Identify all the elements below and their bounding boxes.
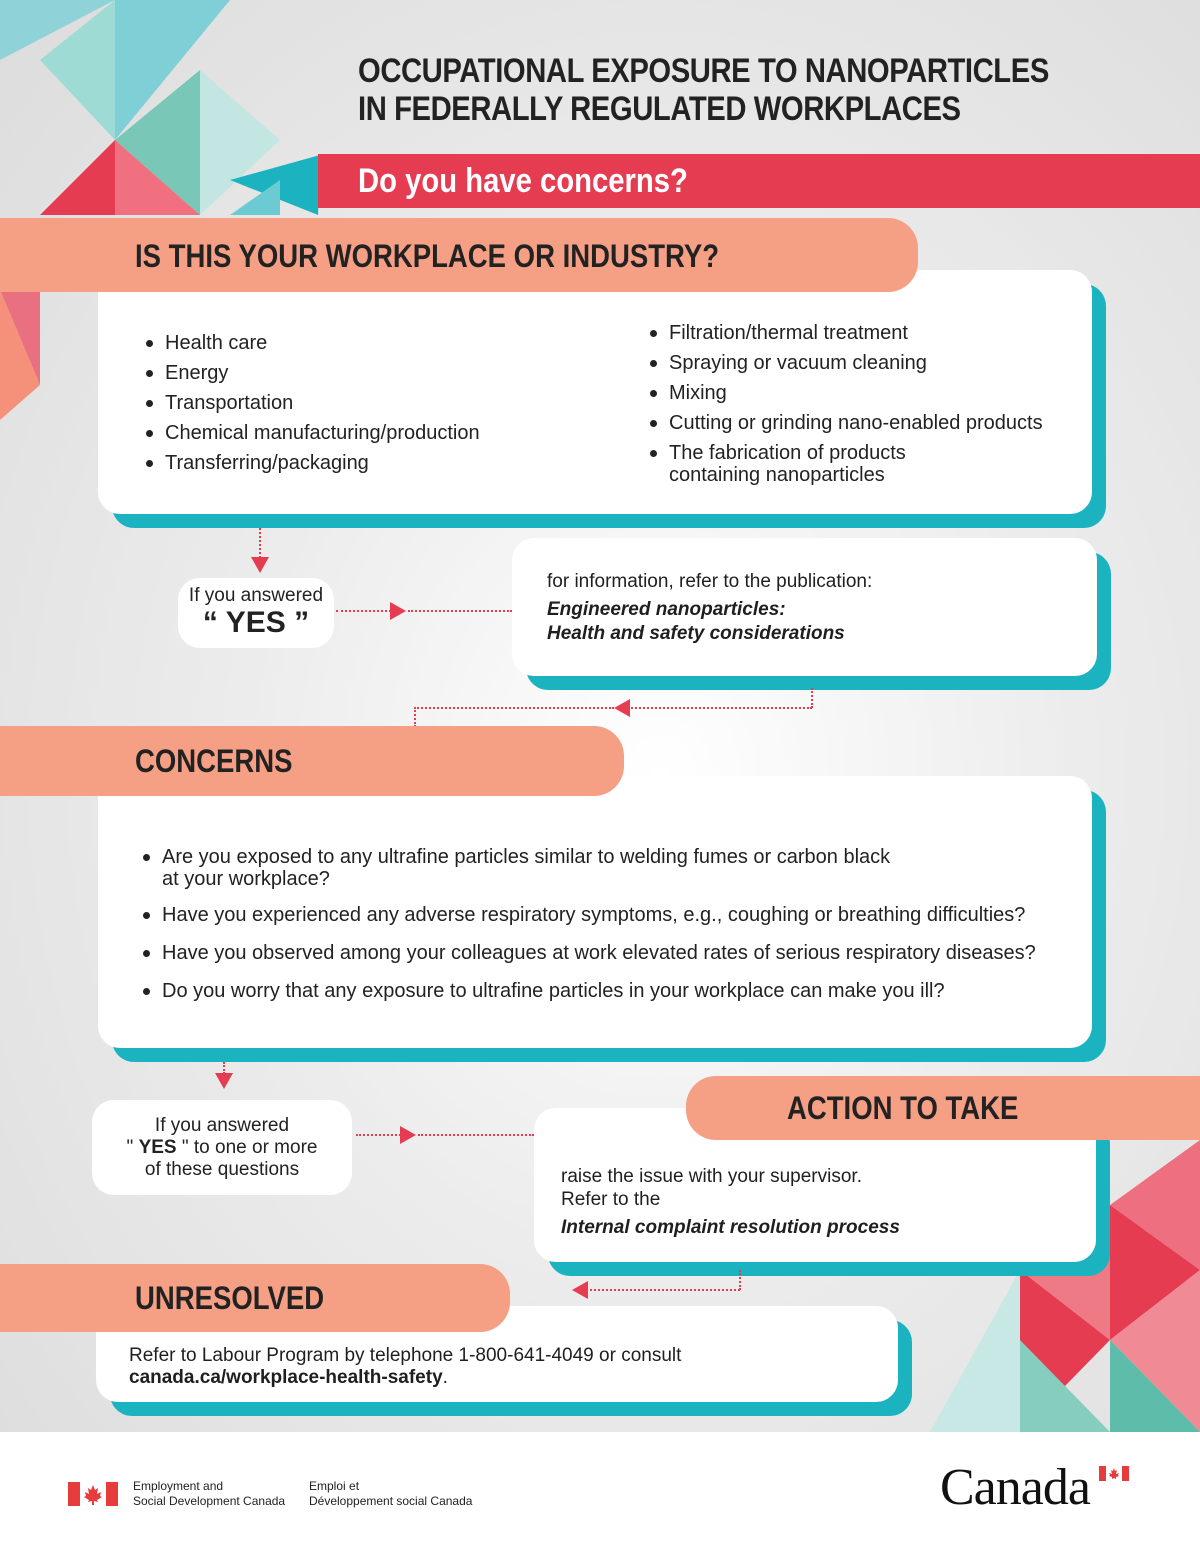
- workplace-heading-bar: [0, 218, 918, 292]
- concern-question-1-line-1: Are you exposed to any ultrafine particles similar to welding fumes or carbon black: [162, 846, 891, 868]
- concerns-list: [140, 846, 1075, 1002]
- canada-wordmark: Canada: [940, 1459, 1090, 1516]
- connector-line: [586, 1289, 740, 1291]
- publication-title-line-2[interactable]: Health and safety considerations: [547, 623, 845, 644]
- publication-title-line-1[interactable]: Engineered nanoparticles:: [547, 599, 786, 620]
- department-en-line-1: Employment and: [133, 1479, 224, 1493]
- yes-pill-line-1: If you answered: [188, 585, 324, 606]
- connector-line: [418, 1134, 534, 1136]
- connector-line: [356, 1134, 401, 1136]
- yes-pill-line-2: “ YES ”: [202, 606, 310, 639]
- action-line-1: raise the issue with your supervisor.: [561, 1166, 862, 1187]
- department-fr-line-1: Emploi et: [309, 1479, 360, 1493]
- list-item: Do you worry that any exposure to ultrafine particles in your workplace can make you ill?: [140, 980, 1075, 1002]
- complaint-process-link[interactable]: Internal complaint resolution process: [561, 1217, 900, 1238]
- workplace-card: [98, 270, 1092, 514]
- yes-questions-pill: [92, 1100, 352, 1195]
- list-item: Energy: [143, 362, 480, 384]
- concerns-card: [98, 776, 1092, 1048]
- list-item: Mixing: [647, 382, 1043, 404]
- connector-line: [336, 610, 391, 612]
- yes-answer-pill: [178, 578, 334, 648]
- yes-questions-line-2: [92, 1137, 352, 1159]
- arrow-left-icon: [614, 699, 630, 717]
- yes-questions-line-1: If you answered: [154, 1115, 290, 1136]
- arrow-right-icon: [400, 1126, 416, 1144]
- unresolved-line-2: [129, 1367, 448, 1389]
- department-name-fr: [309, 1479, 472, 1509]
- list-item: Spraying or vacuum cleaning: [647, 352, 1043, 374]
- department-en-line-2: Social Development Canada: [133, 1494, 286, 1508]
- list-item: Chemical manufacturing/production: [143, 422, 480, 444]
- unresolved-url-suffix: .: [442, 1367, 448, 1388]
- page-title-line-1: OCCUPATIONAL EXPOSURE TO NANOPARTICLES: [358, 52, 1049, 90]
- unresolved-url[interactable]: canada.ca/workplace-health-safety: [129, 1367, 443, 1388]
- workplace-heading: IS THIS YOUR WORKPLACE OR INDUSTRY?: [135, 238, 720, 274]
- department-name-en: [133, 1479, 285, 1509]
- action-heading: ACTION TO TAKE: [787, 1090, 1019, 1126]
- unresolved-heading-bar: [0, 1264, 510, 1332]
- list-item: Have you observed among your colleagues at work elevated rates of serious respiratory diseases?: [140, 942, 1075, 964]
- arrow-down-icon: [251, 557, 269, 573]
- page-title: [358, 52, 1049, 128]
- page-title-line-2: IN FEDERALLY REGULATED WORKPLACES: [358, 90, 961, 128]
- concerns-heading-bar: [0, 726, 624, 796]
- yes-questions-line-3: of these questions: [144, 1159, 300, 1180]
- list-item: [140, 846, 1075, 890]
- yes-rest: " to one or more: [181, 1137, 318, 1158]
- unresolved-heading: UNRESOLVED: [135, 1280, 325, 1316]
- connector-line: [811, 688, 813, 708]
- concerns-banner: [318, 154, 1200, 208]
- concerns-heading: CONCERNS: [135, 743, 293, 779]
- canada-flag-icon: [68, 1482, 118, 1506]
- arrow-right-icon: [390, 602, 406, 620]
- arrow-down-icon: [215, 1073, 233, 1089]
- arrow-left-icon: [572, 1281, 588, 1299]
- list-item: Health care: [143, 332, 480, 354]
- yes-quote-open: ": [126, 1137, 134, 1158]
- connector-line: [408, 610, 512, 612]
- list-item-line-2: containing nanoparticles: [669, 464, 885, 486]
- unresolved-line-1: Refer to Labour Program by telephone 1-800-641-4049 or consult: [129, 1345, 682, 1366]
- list-item: Transportation: [143, 392, 480, 414]
- list-item: Have you experienced any adverse respiratory symptoms, e.g., coughing or breathing difficulties?: [140, 904, 1075, 926]
- connector-line: [259, 528, 261, 558]
- action-heading-bar: [686, 1076, 1200, 1140]
- connector-line: [414, 707, 614, 709]
- yes-word: YES: [138, 1137, 177, 1158]
- concerns-banner-text: Do you have concerns?: [358, 162, 688, 200]
- list-item: [647, 442, 1043, 486]
- connector-line: [628, 707, 812, 709]
- connector-line: [739, 1270, 741, 1290]
- list-item: Cutting or grinding nano-enabled products: [647, 412, 1043, 434]
- wordmark-flag-icon: [1099, 1466, 1129, 1481]
- publication-card: [512, 538, 1097, 676]
- connector-line: [414, 707, 416, 727]
- department-fr-line-2: Développement social Canada: [309, 1494, 473, 1508]
- action-line-2: Refer to the: [561, 1189, 661, 1210]
- list-item: Transferring/packaging: [143, 452, 480, 474]
- concern-question-1-line-2: at your workplace?: [162, 868, 330, 890]
- list-item: Filtration/thermal treatment: [647, 322, 1043, 344]
- publication-intro: for information, refer to the publication:: [547, 571, 873, 592]
- workplace-list-left: [143, 332, 480, 474]
- list-item-line-1: The fabrication of products: [669, 442, 906, 464]
- workplace-list-right: [647, 322, 1043, 486]
